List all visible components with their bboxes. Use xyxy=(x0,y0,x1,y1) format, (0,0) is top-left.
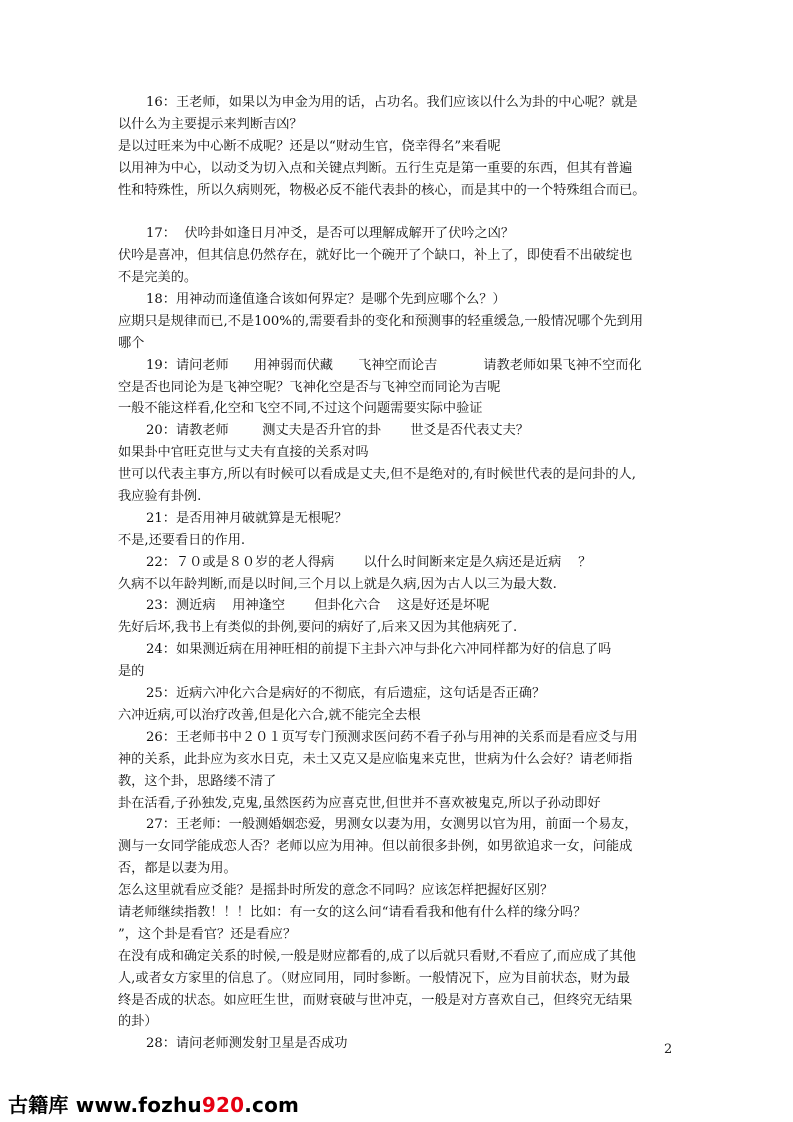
text-line: 16：王老师，如果以为申金为用的话，占功名。我们应该以什么为卦的中心呢？就是 xyxy=(146,95,638,110)
text-line: 26：王老师书中２０１页写专门预测求医问药不看子孙与用神的关系而是看应爻与用 xyxy=(146,729,638,745)
text-line: 伏吟是喜冲，但其信息仍然存在，就好比一个碗开了个缺口，补上了，即使看不出破绽也 xyxy=(118,248,633,264)
text-line: 23：测近病 用神逢空 但卦化六合 这是好还是坏呢 xyxy=(146,598,490,614)
text-line: 请老师继续指教！！！比如：有一女的这么问“请看看我和他有什么样的缘分吗？ xyxy=(118,904,587,920)
text-line: 不是完美的。 xyxy=(118,270,198,286)
blank-line xyxy=(118,201,678,223)
page-number: 2 xyxy=(664,1042,673,1057)
text-line: ”，这个卦是看官？还是看应？ xyxy=(118,926,297,942)
text-line: 人,或者女方家里的信息了。（财应同用，同时参断。一般情况下，应为目前状态，财为最 xyxy=(118,970,630,986)
text-line: 以用神为中心，以动爻为切入点和关键点判断。五行生克是第一重要的东西，但其有普遍 xyxy=(118,160,633,176)
text-line: 19：请问老师 用神弱而伏藏 飞神空而论吉 请教老师如果飞神不空而化 xyxy=(146,357,642,373)
text-line: 卦在活看,子孙独发,克鬼,虽然医药为应喜克世,但世并不喜欢被鬼克,所以子孙动即好 xyxy=(118,795,601,811)
text-line: 空是否也同论为是飞神空呢？飞神化空是否与飞神空而同论为吉呢 xyxy=(118,379,501,395)
text-line: 24：如果测近病在用神旺相的前提下主卦六冲与卦化六冲同样都为好的信息了吗 xyxy=(146,642,612,658)
text-line: 22：７０或是８０岁的老人得病 以什么时间断来定是久病还是近病 ？ xyxy=(146,554,592,570)
text-line: 六冲近病,可以治疗改善,但是化六合,就不能完全去根 xyxy=(118,707,421,723)
text-line: 教，这个卦，思路缕不清了 xyxy=(118,773,277,789)
watermark-highlight: 920 xyxy=(201,1093,245,1117)
text-line: 怎么这里就看应爻能？是摇卦时所发的意念不同吗？应该怎样把握好区别？ xyxy=(118,883,554,899)
text-line: 在没有成和确定关系的时候,一般是财应都看的,成了以后就只看财,不看应了,而应成了其他 xyxy=(118,948,636,964)
text-line: 如果卦中官旺克世与丈夫有直接的关系对吗 xyxy=(118,445,369,461)
text-line: 是的 xyxy=(118,664,145,680)
text-line: 25：近病六冲化六合是病好的不彻底，有后遗症，这句话是否正确？ xyxy=(146,686,546,702)
text-line: 不是,还要看日的作用. xyxy=(118,532,246,548)
text-line: 17： 伏吟卦如逢日月冲爻，是否可以理解成解开了伏吟之凶？ xyxy=(146,226,515,242)
text-line: 20：请教老师 测丈夫是否升官的卦 世爻是否代表丈夫？ xyxy=(146,423,529,439)
text-line: 久病不以年龄判断,而是以时间,三个月以上就是久病,因为古人以三为最大数. xyxy=(118,576,557,592)
text-line: 我应验有卦例. xyxy=(118,489,202,505)
text-line: 28：请问老师测发射卫星是否成功 xyxy=(146,1036,348,1052)
text-line: 是以过旺来为中心断不成呢？还是以“财动生官，侥幸得名”来看呢 xyxy=(118,138,501,154)
text-line: 一般不能这样看,化空和飞空不同,不过这个问题需要实际中验证 xyxy=(118,401,483,417)
site-watermark xyxy=(8,1089,299,1118)
watermark-prefix: 古籍库 www.fozhu xyxy=(8,1093,202,1117)
text-line: 的卦） xyxy=(118,1014,158,1030)
text-line: 测与一女同学能成恋人否？老师以应为用神。但以前很多卦例，如男欲追求一女，问能成 xyxy=(118,839,633,855)
text-line: 否，都是以妻为用。 xyxy=(118,861,237,877)
watermark-suffix: .com xyxy=(244,1093,300,1117)
text-line: 性和特殊性，所以久病则死，物极必反不能代表卦的核心，而是其中的一个特殊组合而已。 xyxy=(118,182,646,198)
text-line: 以什么为主要提示来判断吉凶？ xyxy=(118,116,303,132)
text-line: 终是否成的状态。如应旺生世，而财衰破与世冲克，一般是对方喜欢自己，但终究无结果 xyxy=(118,992,633,1008)
text-line: 神的关系，此卦应为亥水日克，未土又克又是应临鬼来克世，世病为什么会好？请老师指 xyxy=(118,751,633,767)
document-body xyxy=(118,92,678,1055)
text-line: 应期只是规律而已,不是100%的,需要看卦的变化和预测事的轻重缓急,一般情况哪个先到用 xyxy=(118,313,644,329)
text-line: 27：王老师：一般测婚姻恋爱，男测女以妻为用，女测男以官为用，前面一个易友， xyxy=(146,817,638,833)
text-line: 18：用神动而逢值逢合该如何界定？是哪个先到应哪个么？） xyxy=(146,292,506,308)
text-line: 世可以代表主事方,所以有时候可以看成是丈夫,但不是绝对的,有时候世代表的是问卦的人, xyxy=(118,467,636,483)
text-line: 哪个 xyxy=(118,335,145,351)
text-line: 21：是否用神月破就算是无根呢？ xyxy=(146,510,348,526)
text-line: 先好后坏,我书上有类似的卦例,要问的病好了,后来又因为其他病死了. xyxy=(118,620,518,636)
